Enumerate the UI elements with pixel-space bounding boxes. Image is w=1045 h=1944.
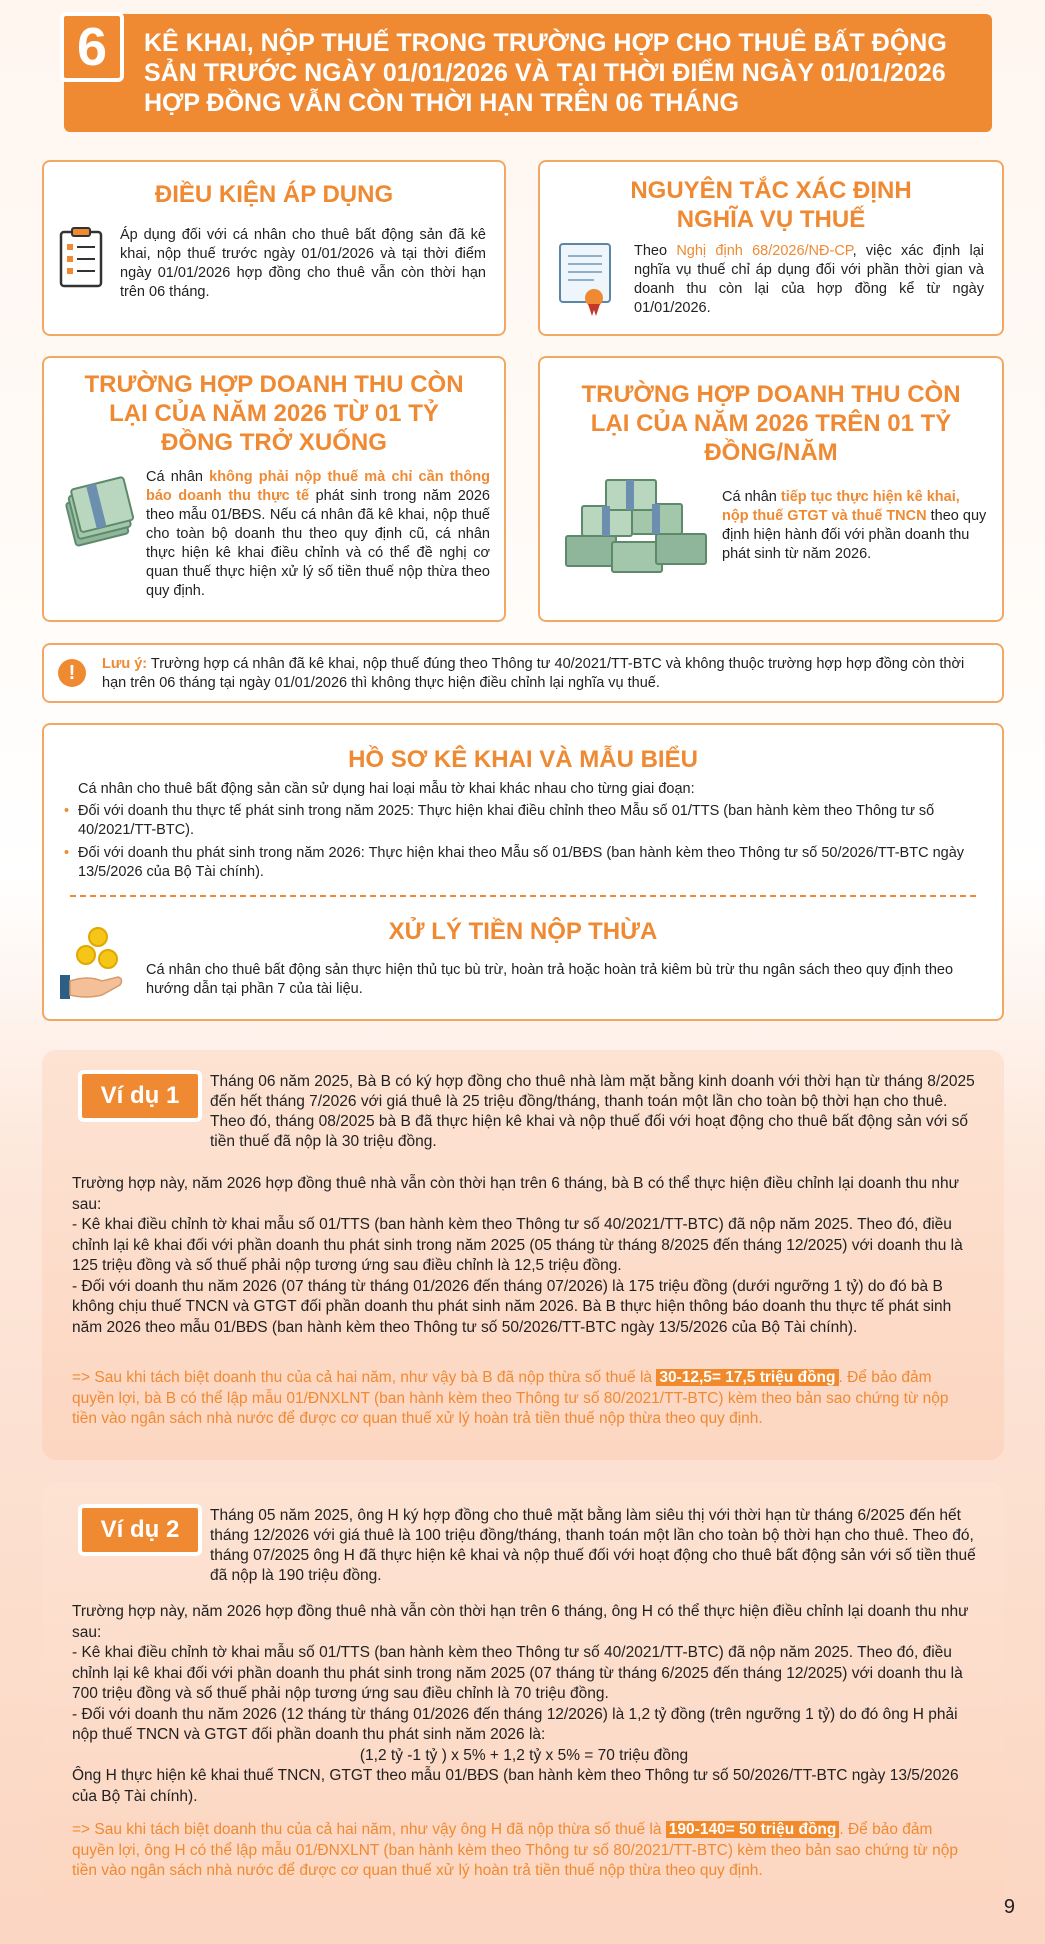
dashed-divider: [70, 895, 976, 897]
conditions-box: [42, 160, 506, 336]
overpaid-title: XỬ LÝ TIỀN NỘP THỪA: [388, 918, 658, 945]
example-2-conclusion-post: . Để bảo đảm quyền lợi, ông H có thể lập mẫu 01/ĐNXLNT (ban hành kèm theo Thông tư số 80/2021/TT-BTC) kèm theo bản sao chứng từ nộp tiền vào ngân sách nhà nước để được cơ quan thuế xử lý hoàn trả tiền thuế nộp thừa theo quy định.: [72, 1821, 958, 1879]
note-body: Trường hợp cá nhân đã kê khai, nộp thuế đúng theo Thông tư 40/2021/TT-BTC và không thuộc trường hợp hợp đồng còn thời hạn trên 06 tháng tại ngày 01/01/2026 thì không thực hiện điều chỉnh lại nghĩa vụ thuế.: [102, 656, 965, 691]
example-1-para: - Đối với doanh thu năm 2026 (07 tháng từ tháng 01/2026 đến tháng 07/2026) là 175 triệu đồng (dưới ngưỡng 1 tỷ) do đó bà B không chịu thuế TNCN và GTGT đối phần doanh thu phát sinh năm 2026. Bà B thực hiện thông báo doanh thu thực tế phát sinh năm 2026 theo mẫu 01/BĐS (ban hành kèm theo Thông tư số 50/2026/TT-BTC ngày 13/5/2026 của Bộ Tài chính).: [72, 1277, 952, 1336]
checklist-icon: [58, 226, 104, 293]
example-2-badge: Ví dụ 2: [78, 1504, 202, 1556]
example-2-para: - Đối với doanh thu năm 2026 (12 tháng từ tháng 01/2026 đến tháng 12/2026) là 1,2 tỷ đồng (trên ngưỡng 1 tỷ) do đó ông H phải nộp thuế TNCN và GTGT đối phần doanh thu phát sinh năm 2026 là:: [72, 1705, 958, 1743]
case-high-text-post: theo quy định hiện hành đối với phần doanh thu phát sinh từ năm 2026.: [722, 508, 987, 562]
case-low-text-post: phát sinh trong năm 2026 theo mẫu 01/BĐS. Nếu cá nhân đã kê khai, nộp thuế cho toàn bộ doanh thu theo quy định cũ, cá nhân thực hiện kê khai điều chỉnh và có thể đề nghị cơ quan thuế thực hiện xử lý số tiền thuế nộp thừa theo quy định.: [146, 488, 490, 599]
example-2-para: Ông H thực hiện kê khai thuế TNCN, GTGT theo mẫu 01/BĐS (ban hành kèm theo Thông tư số 50/2026/TT-BTC ngày 13/5/2026 của Bộ Tài chính).: [72, 1767, 959, 1805]
example-1-overpaid-amount: 30-12,5= 17,5 triệu đồng: [656, 1369, 838, 1386]
section-title: KÊ KHAI, NỘP THUẾ TRONG TRƯỜNG HỢP CHO THUÊ BẤT ĐỘNG SẢN TRƯỚC NGÀY 01/01/2026 VÀ TẠI THỜI ĐIỂM NGÀY 01/01/2026 HỢP ĐỒNG VẪN CÒN THỜI HẠN TRÊN 06 THÁNG: [144, 29, 947, 117]
principle-text-post: , việc xác định lại nghĩa vụ thuế chỉ áp dụng đối với phần thời gian và doanh thu còn lại của hợp đồng kể từ ngày 01/01/2026.: [634, 243, 984, 316]
example-1-para: Trường hợp này, năm 2026 hợp đồng thuê nhà vẫn còn thời hạn trên 6 tháng, bà B có thể thực hiện điều chỉnh lại doanh thu như sau:: [72, 1175, 959, 1213]
dossier-intro: Cá nhân cho thuê bất động sản cần sử dụng hai loại mẫu tờ khai khác nhau cho từng giai đoạn:: [78, 781, 695, 797]
money-stack-icon: [60, 476, 136, 563]
example-2-para: - Kê khai điều chỉnh tờ khai mẫu số 01/TTS (ban hành kèm theo Thông tư số 40/2021/TT-BTC) đã nộp năm 2025. Theo đó, điều chỉnh lại kê khai đối với phần doanh thu phát sinh trong năm 2025 (07 tháng từ tháng 6/2025 đến tháng 12/2025) với doanh thu là 700 triệu đồng và số thuế phải nộp tương ứng sau điều chỉnh là 70 triệu đồng.: [72, 1644, 963, 1702]
example-1-body: [72, 1174, 976, 1338]
dossier-title: HỒ SƠ KÊ KHAI VÀ MẪU BIỂU: [348, 746, 698, 773]
case-high-title: TRƯỜNG HỢP DOANH THU CÒN LẠI CỦA NĂM 2026 TRÊN 01 TỶ ĐỒNG/NĂM: [581, 381, 961, 466]
example-1-panel: [42, 1050, 1004, 1460]
conditions-title: ĐIỀU KIỆN ÁP DỤNG: [154, 181, 394, 208]
bullet-icon: •: [64, 803, 70, 819]
page-number: 9: [1003, 1896, 1015, 1918]
example-2-conclusion-pre: => Sau khi tách biệt doanh thu của cả hai năm, như vậy ông H đã nộp thừa số thuế là: [72, 1821, 666, 1838]
case-high-text: [722, 488, 988, 564]
section-number: 6: [60, 12, 124, 82]
example-2-para: Trường hợp này, năm 2026 hợp đồng thuê nhà vẫn còn thời hạn trên 6 tháng, ông H có thể thực hiện điều chỉnh lại doanh thu như sau:: [72, 1603, 969, 1641]
note-box: [42, 643, 1004, 703]
principle-title: NGUYÊN TẮC XÁC ĐỊNH NGHĨA VỤ THUẾ: [630, 177, 912, 233]
money-pile-icon: [556, 476, 716, 591]
coins-hand-icon: [58, 925, 126, 1006]
case-high-box: [538, 356, 1004, 622]
section-header: [64, 14, 992, 132]
example-1-para: - Kê khai điều chỉnh tờ khai mẫu số 01/TTS (ban hành kèm theo Thông tư số 40/2021/TT-BTC) đã nộp năm 2025. Theo đó, điều chỉnh lại kê khai đối với phần doanh thu phát sinh trong năm 2025 (05 tháng từ tháng 8/2025 đến tháng 12/2025) với doanh thu là 125 triệu đồng và số thuế phải nộp tương ứng sau điều chỉnh là 12,5 triệu đồng.: [72, 1216, 963, 1274]
example-1-intro: Tháng 06 năm 2025, Bà B có ký hợp đồng cho thuê nhà làm mặt bằng kinh doanh với thời hạn từ tháng 8/2025 đến hết tháng 7/2026 với giá thuê là 25 triệu đồng/tháng, thanh toán một lần cho toàn bộ thời hạn cho thuê. Theo đó, tháng 08/2025 bà B đã thực hiện kê khai và nộp thuế đối với hoạt động cho thuê bất động sản với số tiền thuế đã nộp là 30 triệu đồng.: [210, 1073, 975, 1150]
note-label: Lưu ý:: [102, 656, 148, 672]
bullet-icon: •: [64, 845, 70, 861]
case-low-title: TRƯỜNG HỢP DOANH THU CÒN LẠI CỦA NĂM 2026 TỪ 01 TỶ ĐỒNG TRỞ XUỐNG: [84, 371, 464, 456]
example-1-conclusion-post: . Để bảo đảm quyền lợi, bà B có thể lập mẫu 01/ĐNXLNT (ban hành kèm theo Thông tư số 80/2021/TT-BTC) kèm theo bản sao chứng từ nộp tiền vào ngân sách nhà nước để được cơ quan thuế xử lý hoàn trả tiền thuế nộp thừa theo quy định.: [72, 1369, 949, 1427]
conditions-text: Áp dụng đối với cá nhân cho thuê bất động sản đã kê khai, nộp thuế trước ngày 01/01/2026 và tại thời điểm ngày 01/01/2026 hợp đồng cho thuê vẫn còn thời hạn trên 06 tháng.: [120, 227, 486, 300]
note-text: [102, 655, 986, 693]
dossier-item-text: Đối với doanh thu phát sinh trong năm 2026: Thực hiện khai theo Mẫu số 01/BĐS (ban hành kèm theo Thông tư số 50/2026/TT-BTC ngày 13/5/2026 của Bộ Tài chính).: [78, 845, 965, 880]
example-2-panel: [42, 1482, 1004, 1902]
case-high-highlight: tiếp tục thực hiện kê khai, nộp thuế GTGT và thuế TNCN: [722, 489, 960, 524]
dossier-item: [64, 844, 978, 882]
example-2-intro: Tháng 05 năm 2025, ông H ký hợp đồng cho thuê mặt bằng làm siêu thị với thời hạn từ tháng 6/2025 đến hết tháng 12/2026 với giá thuê là 100 triệu đồng/tháng, thanh toán một lần cho toàn bộ thời hạn cho thuê. Theo đó, tháng 07/2025 ông H đã thực hiện kê khai và nộp thuế đối với hoạt động cho thuê bất động sản với số tiền thuế đã nộp là 190 triệu đồng.: [210, 1507, 976, 1584]
principle-text: [634, 242, 984, 318]
case-high-text-pre: Cá nhân: [722, 489, 781, 505]
dossier-list: [64, 802, 978, 882]
example-1-conclusion-pre: => Sau khi tách biệt doanh thu của cả hai năm, như vậy bà B đã nộp thừa số thuế là: [72, 1369, 657, 1386]
principle-text-pre: Theo: [634, 243, 677, 259]
decree-reference: Nghị định 68/2026/NĐ-CP: [676, 243, 853, 259]
dossier-item: [64, 802, 978, 840]
case-low-box: [42, 356, 506, 622]
case-low-text-pre: Cá nhân: [146, 469, 210, 485]
example-1-badge: Ví dụ 1: [78, 1070, 202, 1122]
document-seal-icon: [554, 240, 616, 323]
dossier-box: [42, 723, 1004, 1021]
example-2-overpaid-amount: 190-140= 50 triệu đồng: [666, 1821, 840, 1838]
overpaid-text: Cá nhân cho thuê bất động sản thực hiện thủ tục bù trừ, hoàn trả hoặc hoàn trả kiêm bù trừ thu ngân sách theo quy định theo hướng dẫn tại phần 7 của tài liệu.: [146, 962, 954, 997]
exclamation-icon: !: [58, 659, 86, 687]
example-2-conclusion: [72, 1820, 976, 1882]
example-2-body: [72, 1602, 976, 1807]
case-low-text: [146, 468, 490, 601]
case-low-highlight: không phải nộp thuế mà chỉ cần thông báo doanh thu thực tế: [146, 469, 490, 504]
example-1-conclusion: [72, 1368, 976, 1430]
dossier-item-text: Đối với doanh thu thực tế phát sinh trong năm 2025: Thực hiện khai điều chỉnh theo Mẫu số 01/TTS (ban hành kèm theo Thông tư số 40/2021/TT-BTC).: [78, 803, 935, 838]
example-2-formula: (1,2 tỷ -1 tỷ ) x 5% + 1,2 tỷ x 5% = 70 triệu đồng: [359, 1746, 689, 1764]
principle-box: [538, 160, 1004, 336]
